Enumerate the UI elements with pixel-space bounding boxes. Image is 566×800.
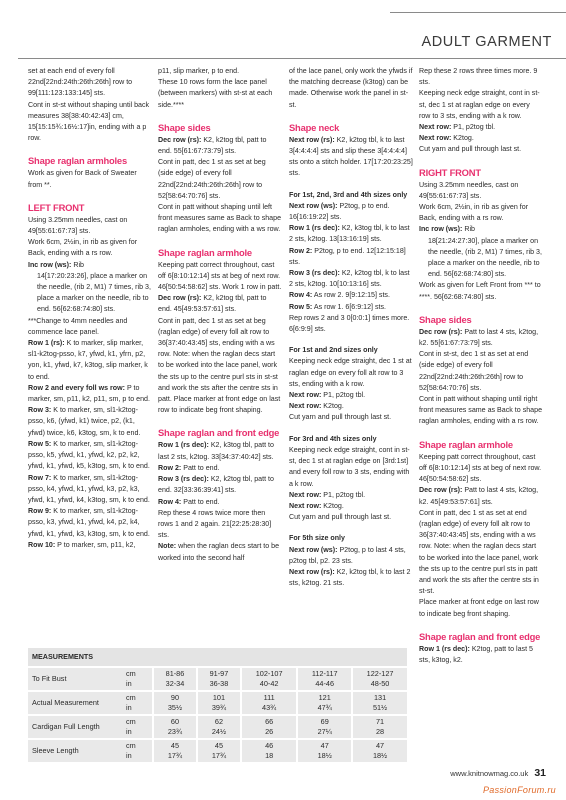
header-rule [18, 58, 566, 59]
page-footer [450, 767, 546, 779]
paragraph: Place marker at front edge on last row to indicate beg front shaping. [419, 598, 539, 618]
row-text: K to marker, sm, sl1-k2tog-psso, k3, yfwd, k1, yfwd, k4, p2, k4, yfwd, k1, yfwd, k3, k3tog, sm, k to end. [28, 507, 150, 538]
value-cm: 111 [263, 693, 275, 702]
section-title: ADULT GARMENT [421, 34, 552, 50]
measurement-value [197, 715, 241, 739]
row-text: P to marker, sm, p11, k2, [55, 540, 136, 549]
row-label: Dec row (rs): [158, 135, 202, 144]
measurement-value [241, 715, 297, 739]
value-in: 48-50 [370, 679, 390, 688]
instruction-row [419, 133, 543, 144]
measurement-row [28, 667, 407, 691]
row-text: K2, k3tog tbl, patt to last 2 sts, k2tog. 33[34:37:40:42] sts. [158, 441, 274, 461]
measurement-value [297, 739, 352, 763]
measurements-title: MEASUREMENTS [28, 648, 407, 667]
measurement-units [122, 667, 153, 691]
measurement-value [297, 691, 352, 715]
row-label: Row 10: [28, 540, 56, 549]
value-in: 51½ [372, 703, 388, 712]
row-text: K to marker, slip marker, sl1-k2tog-psso, k7, yfwd, k1, yfrn, p2, yon, k1, yfwd, k7, k3tog, slip marker, k to end. [28, 339, 148, 381]
value-cm: 122-127 [366, 669, 394, 678]
row-text: As row 1. 6[6:9:12] sts. [312, 302, 386, 311]
value-cm: 102-107 [255, 669, 283, 678]
row-text: P2tog, p to last 4 sts, p2tog tbl, p2. 23 sts. [289, 545, 406, 565]
value-in: 18½ [372, 751, 388, 760]
row-text: K2, k2tog tbl, k to last 2 sts, k2tog. 10[10:13:16] sts. [289, 269, 410, 289]
instruction-row [289, 268, 413, 290]
measurement-row [28, 715, 407, 739]
instruction-row [289, 390, 413, 401]
paragraph: Cont in patt, dec 1 st as set at end (raglan edge) of every foll alt row to 36[37:40:43:45] sts, ending with a ws row. Note: when the raglan decs start to be worked into the lace panel, work the sts up to the centre purl sts in patt and work the sts after the centre sts in st-st. [419, 508, 539, 596]
unit-label: cm [126, 669, 136, 678]
measurement-label: To Fit Bust [28, 667, 122, 691]
row-label: Next row: [289, 402, 322, 411]
value-in: 18 [265, 751, 274, 760]
measurement-value [352, 739, 407, 763]
row-label: Next row: [289, 501, 322, 510]
value-in: 17¾ [167, 751, 183, 760]
instruction-row [158, 497, 282, 508]
paragraph: Using 3.25mm needles, cast on 49[55:61:67:73] sts. [28, 215, 128, 236]
paragraph: Cont in patt, dec 1 st as set at beg (raglan edge) of every foll alt row to 36[37:40:43:45] sts, ending with a ws row. Note: when the raglan decs start to be worked into the lace panel, work the sts up to the centre purl sts in st-st and work the sts after the centre sts in patt. Place marker at front edge on last row to indicate beg front shaping. [158, 316, 281, 415]
instruction-row [28, 540, 152, 551]
value-cm: 131 [373, 693, 387, 702]
section-heading: LEFT FRONT [28, 201, 85, 213]
value-cm: 81-86 [165, 669, 185, 678]
paragraph: Work as given for Left Front from *** to ****. 56[62:68:74:80] sts. [419, 281, 541, 301]
row-text: P2tog, p to end. 12[12:15:18] sts. [289, 246, 406, 266]
row-label: Row 7: [28, 473, 52, 482]
section-heading: RIGHT FRONT [419, 166, 481, 178]
measurement-value [197, 739, 241, 763]
row-text: K2, k3tog tbl, k to last 2 sts, k2tog. 13[13:16:19] sts. [289, 224, 410, 244]
row-text: K2, k2tog tbl, patt to end. 55[61:67:73:79] sts. [158, 135, 267, 156]
value-cm: 47 [375, 741, 385, 750]
row-label: Row 1 (rs dec): [289, 224, 340, 233]
instruction-row [158, 541, 282, 563]
page-number: 31 [534, 767, 546, 779]
row-label: Next row (ws): [289, 545, 338, 554]
size-subheading: For 1st, 2nd, 3rd and 4th sizes only [289, 190, 408, 199]
value-in: 44-46 [315, 679, 335, 688]
value-in: 40-42 [259, 679, 279, 688]
paragraph: Rep these 2 rows three times more. 9 sts. [419, 67, 538, 87]
value-cm: 91-97 [209, 669, 229, 678]
row-label: Row 3 (rs dec): [158, 475, 209, 484]
row-label: Note: [158, 542, 177, 551]
value-in: 26 [265, 727, 274, 736]
row-label: Row 4: [289, 291, 313, 300]
measurement-value [241, 739, 297, 763]
unit-label: in [126, 679, 132, 688]
text-column-3 [289, 66, 413, 589]
value-cm: 121 [318, 693, 331, 702]
row-text: Rib [462, 225, 475, 234]
measurement-label: Actual Measurement [28, 691, 122, 715]
row-text: As row 2. 9[9:12:15] sts. [312, 291, 390, 300]
instruction-row [289, 223, 413, 245]
instruction-row [289, 501, 413, 512]
instruction-row [419, 122, 543, 133]
row-label: Dec row (rs): [419, 327, 463, 336]
instruction-row [28, 405, 152, 439]
paragraph: Keeping patt correct throughout, cast off 6[8:10:12:14] sts at beg of next row. 46[50:54:58:62] sts. [419, 452, 542, 484]
value-in: 39¾ [211, 703, 227, 712]
row-text: Patt to end. [181, 463, 220, 472]
paragraph: Keeping neck edge straight, dec 1 st at raglan edge on every foll alt row to 3 sts, ending with a k row. [289, 357, 412, 388]
row-label: Row 4: [158, 497, 182, 506]
instruction-row [419, 224, 543, 235]
paragraph: Work as given for Back of Sweater from **. [28, 169, 137, 189]
paragraph: Keeping neck edge straight, cont in st-st, dec 1 st at raglan edge on every row to 3 sts, ending with a k row. [419, 89, 540, 120]
section-heading: Shape raglan and front edge [419, 630, 541, 642]
value-cm: 60 [170, 717, 180, 726]
paragraph: Cut yarn and pull through last st. [419, 145, 522, 154]
measurement-value [153, 691, 197, 715]
value-cm: 47 [320, 741, 329, 750]
instruction-row [289, 290, 413, 301]
paragraph: Keeping patt correct throughout, cast off 6[8:10:12:14] sts at beg of next row. 46[50:54:58:62] sts. Work 1 row in patt. [158, 260, 282, 292]
row-text: K2tog. [321, 501, 344, 510]
row-label: Next row (ws): [289, 201, 338, 210]
row-label: Row 1 (rs): [28, 339, 65, 348]
size-subheading: For 3rd and 4th sizes only [289, 434, 377, 443]
unit-label: in [126, 727, 132, 736]
instruction-row [289, 246, 413, 268]
instruction-row [289, 490, 413, 501]
instruction-row [419, 644, 543, 666]
row-label: Next row: [289, 490, 322, 499]
measurement-value [352, 715, 407, 739]
row-label: Row 1 (rs dec): [158, 441, 209, 450]
row-label: Dec row (rs): [419, 486, 463, 495]
row-text: K to marker, sm, sl1-k2tog-psso, k4, yfwd, k1, yfwd, k3, p2, k3, yfwd, k1, yfwd, k4, k3tog, sm, k to end. [28, 473, 150, 504]
measurement-value [197, 691, 241, 715]
watermark: PassionForum.ru [482, 785, 556, 795]
instruction-row [28, 338, 152, 383]
paragraph: ***Change to 4mm needles and commence lace panel. [28, 316, 128, 336]
row-text: P to marker, sm, p11, k2, p11, sm, p to end. [28, 383, 150, 404]
measurement-row [28, 691, 407, 715]
value-cm: 90 [170, 693, 180, 702]
row-label: Row 5: [28, 439, 52, 448]
measurement-units [122, 691, 153, 715]
paragraph: Cont in patt, dec 1 st as set at beg (side edge) of every foll 22nd[22nd:24th:26th:26th] row to 52[58:64:70:76] sts. [158, 158, 266, 200]
instruction-row [28, 473, 152, 507]
value-cm: 62 [214, 717, 224, 726]
section-heading: Shape sides [419, 313, 472, 325]
row-text: Rib [71, 260, 84, 269]
paragraph: set at each end of every foll 22nd[22nd:24th:26th:26th] row to 99[111:123:133:145] sts. [28, 67, 133, 98]
instruction-row [289, 401, 413, 412]
row-label: Row 2 and every foll ws row: [28, 383, 125, 392]
value-cm: 46 [265, 741, 274, 750]
row-label: Row 9: [28, 507, 52, 516]
unit-label: in [126, 703, 132, 712]
row-text: P2tog, p to end. 16[16:19:22] sts. [289, 201, 390, 222]
row-text: K to marker, sm, sl1-k2tog-psso, k6, (yfwd, k1) twice, p2, (k1, yfwd) twice, k6, k3tog, sm, k to end. [28, 406, 141, 437]
paragraph: Rep these 4 rows twice more then rows 1 and 2 again. 21[22:25:28:30] sts. [158, 508, 272, 540]
paragraph: Cut yarn and pull through last st. [289, 413, 392, 422]
text-column-4 [419, 66, 543, 666]
measurement-value [352, 691, 407, 715]
instruction-row [289, 201, 413, 223]
row-text: Patt to last 4 sts, k2tog, k2. 45[49:53:57:61] sts. [419, 486, 539, 506]
measurement-units [122, 715, 153, 739]
row-text: K2, k2tog tbl, k to last 2 sts, k2tog. 21 sts. [289, 567, 411, 588]
value-cm: 112-117 [311, 669, 338, 678]
instruction-row [158, 293, 282, 315]
paragraph: Cut yarn and pull through last st. [289, 513, 392, 522]
measurement-value [297, 715, 352, 739]
measurements-header-row [28, 648, 407, 667]
row-text: K2tog. [451, 134, 474, 143]
row-label: Row 3: [28, 406, 52, 415]
row-label: Inc row (ws): [28, 260, 72, 269]
paragraph: p11, slip marker, p to end. [158, 67, 240, 75]
section-heading: Shape sides [158, 121, 211, 133]
instruction-row [158, 135, 282, 157]
page-header [0, 0, 566, 70]
paragraph: 14[17:20:23:26], place a marker on the needle, (rib 2, M1) 7 times, rib 3, place a marker on the needle, rib to end. 56[62:68:74:80] sts. [37, 271, 151, 314]
value-in: 43¾ [262, 703, 277, 712]
row-label: Row 2: [289, 246, 313, 255]
instruction-row [28, 439, 152, 473]
row-text: K to marker, sm, sl1-k2tog-psso, k5, yfwd, k1, yfwd, k2, p2, k2, yfwd, k1, yfwd, k5, k3tog, sm, k to end. [28, 439, 150, 471]
value-in: 17¾ [211, 751, 227, 760]
row-label: Next row (rs): [289, 135, 335, 144]
value-in: 36-38 [209, 679, 229, 688]
value-in: 35½ [167, 703, 183, 712]
paragraph: Cont in st-st, dec 1 st as set at end (side edge) of every foll 22nd[22nd:24th:26th:26th] row to 52[58:64:70:76] sts. [419, 350, 529, 392]
row-label: Next row: [289, 391, 322, 400]
measurement-value [297, 667, 352, 691]
value-cm: 66 [265, 717, 274, 726]
row-label: Next row: [419, 123, 452, 132]
measurement-value [352, 667, 407, 691]
header-top-rule [390, 12, 566, 13]
value-cm: 45 [214, 741, 224, 750]
paragraph: Cont in st-st without shaping until back measures 38[38:40:42:43] cm, 15[15:15¾:16½:17]in, ending with a p row. [28, 100, 150, 143]
section-heading: Shape raglan armholes [28, 155, 127, 167]
row-label: Inc row (ws): [419, 225, 463, 234]
value-in: 32-34 [165, 679, 185, 688]
measurement-value [197, 667, 241, 691]
row-label: Row 5: [289, 302, 313, 311]
measurement-label: Cardigan Full Length [28, 715, 122, 739]
row-label: Row 2: [158, 463, 182, 472]
row-label: Next row (rs): [289, 567, 335, 576]
value-in: 23¾ [167, 727, 183, 736]
value-in: 24½ [211, 727, 227, 736]
section-heading: Shape neck [289, 121, 340, 133]
instruction-row [28, 383, 152, 405]
measurement-label: Sleeve Length [28, 739, 122, 763]
text-column-1 [28, 66, 152, 551]
value-cm: 45 [170, 741, 180, 750]
instruction-row [158, 440, 282, 462]
row-text: K2tog, patt to last 5 sts, k3tog, k2. [419, 644, 533, 664]
row-text: K2, k2tog tbl, patt to end. 32[33:36:39:41] sts. [158, 475, 274, 495]
size-subheading: For 1st and 2nd sizes only [289, 346, 378, 355]
unit-label: cm [126, 741, 136, 750]
measurement-row [28, 739, 407, 763]
measurement-units [122, 739, 153, 763]
row-label: Row 1 (rs dec): [419, 644, 470, 653]
row-text: when the raglan decs start to be worked into the second half [158, 542, 280, 562]
paragraph: of the lace panel, only work the yfwds if the matching decrease (k3tog) can be made. Otherwise work the panel in st-st. [289, 67, 413, 109]
value-in: 28 [375, 727, 385, 736]
instruction-row [158, 463, 282, 474]
measurement-value [153, 667, 197, 691]
row-text: Patt to last 4 sts, k2tog, k2. 55[61:67:73:79] sts. [419, 327, 539, 348]
value-in: 47¾ [317, 703, 332, 712]
paragraph: These 10 rows form the lace panel (between markers) with st-st at each side.**** [158, 78, 273, 109]
row-text: Patt to end. [181, 497, 220, 506]
paragraph: 18[21:24:27:30], place a marker on the needle, (rib 2, M1) 7 times, rib 3, place a marker on the needle, rib to end. 56[62:68:74:80] sts. [428, 236, 542, 279]
measurement-value [153, 739, 197, 763]
paragraph: Cont in patt without shaping until right front measures same as Back to shape raglan armholes, ending with a rs row. [419, 395, 543, 426]
row-text: K2, k2tog tbl, patt to end. 45[49:53:57:61] sts. [158, 294, 267, 314]
value-in: 18½ [317, 751, 332, 760]
row-text: P1, p2tog tbl. [321, 490, 366, 499]
row-text: P1, p2tog tbl. [321, 391, 366, 400]
instruction-row [158, 474, 282, 496]
measurement-value [241, 691, 297, 715]
size-subheading: For 5th size only [289, 534, 345, 543]
instruction-row [419, 485, 543, 507]
unit-label: cm [126, 717, 136, 726]
instruction-row [289, 545, 413, 567]
paragraph: Using 3.25mm needles, cast on 49[55:61:67:73] sts. [419, 180, 519, 200]
row-label: Row 3 (rs dec): [289, 269, 340, 278]
value-in: 27¼ [317, 727, 332, 736]
measurement-value [241, 667, 297, 691]
instruction-row [289, 567, 413, 589]
website-url: www.knitnowmag.co.uk [450, 769, 529, 778]
paragraph: Cont in patt without shaping until left front measures same as Back to shape raglan armholes, ending with a ws row. [158, 203, 282, 234]
instruction-row [28, 260, 152, 271]
instruction-row [289, 302, 413, 313]
instruction-row [289, 135, 413, 180]
value-cm: 69 [320, 717, 329, 726]
section-heading: Shape raglan and front edge [158, 427, 280, 439]
paragraph: Work 6cm, 2½in, in rib as given for Back, ending with a rs row. [419, 203, 529, 223]
value-cm: 101 [212, 693, 226, 702]
paragraph: Work 6cm, 2½in, in rib as given for Back, ending with a rs row. [28, 238, 138, 258]
row-text: K2tog. [321, 402, 344, 411]
section-heading: Shape raglan armhole [419, 438, 513, 450]
text-column-2 [158, 66, 282, 564]
value-cm: 71 [375, 717, 385, 726]
row-label: Next row: [419, 134, 452, 143]
unit-label: in [126, 751, 132, 760]
row-text: P1, p2tog tbl. [451, 123, 496, 132]
instruction-row [419, 327, 543, 349]
measurements-table [28, 648, 407, 764]
paragraph: Rep rows 2 and 3 0[0:0:1] times more. 6[6:9:9] sts. [289, 313, 410, 334]
measurement-value [153, 715, 197, 739]
section-heading: Shape raglan armhole [158, 246, 252, 258]
row-text: K2, k2tog tbl, k to last 3[4:4:4:4] sts and slip these 3[4:4:4:4] sts onto a stitch holder. 17[17:20:23:25] sts. [289, 135, 413, 178]
row-label: Dec row (rs): [158, 294, 202, 303]
unit-label: cm [126, 693, 136, 702]
instruction-row [28, 506, 152, 540]
paragraph: Keeping neck edge straight, cont in st-st, dec 1 st at raglan edge on [3rd:1st] and every foll row to 3 sts, ending with a k row. [289, 445, 410, 488]
